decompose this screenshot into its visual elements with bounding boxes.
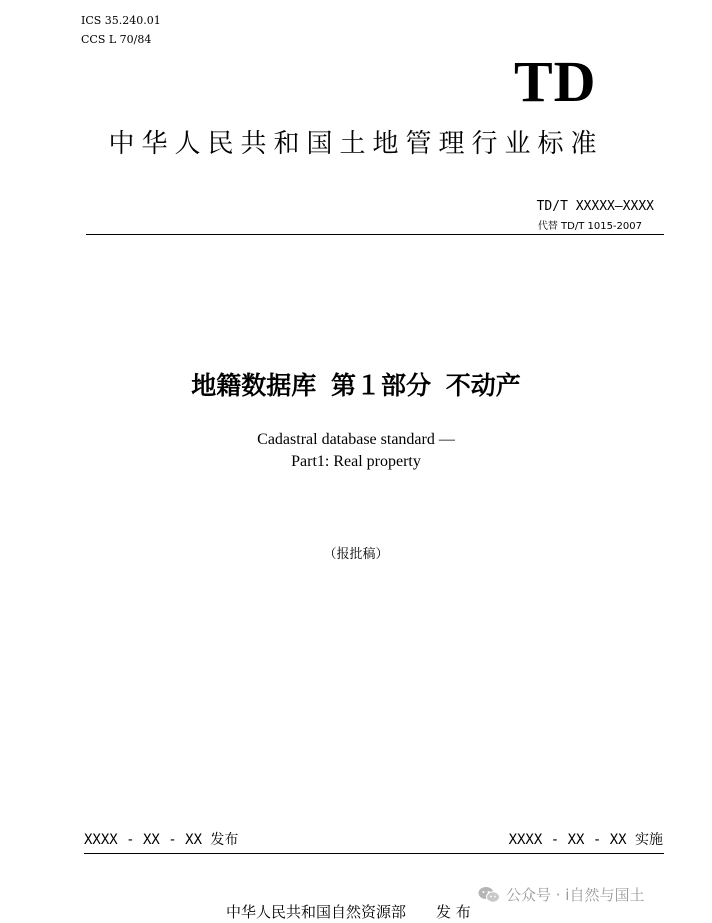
top-divider bbox=[86, 234, 664, 235]
watermark bbox=[478, 885, 644, 905]
standard-title: 中华人民共和国土地管理行业标准 bbox=[108, 129, 604, 159]
english-title-line2: Part1: Real property bbox=[291, 453, 421, 470]
publisher-action: 发 布 bbox=[436, 903, 471, 921]
td-logo: TD bbox=[514, 49, 597, 114]
bottom-divider bbox=[84, 853, 664, 854]
publisher-line bbox=[226, 902, 471, 922]
replaces-note: 代替 TD/T 1015-2007 bbox=[537, 221, 642, 232]
publish-date: XXXX - XX - XX 发布 bbox=[84, 832, 239, 848]
implement-date: XXXX - XX - XX 实施 bbox=[508, 832, 663, 848]
document-title: 地籍数据库 第１部分 不动产 bbox=[191, 371, 521, 400]
watermark-text: 公众号 · i自然与国土 bbox=[506, 886, 645, 904]
publisher-name: 中华人民共和国自然资源部 bbox=[226, 903, 407, 921]
wechat-icon bbox=[478, 886, 500, 904]
draft-status: （报批稿） bbox=[323, 547, 389, 562]
standard-number: TD/T XXXXX—XXXX bbox=[536, 199, 654, 214]
ics-code: ICS 35.240.01 bbox=[81, 14, 161, 27]
ccs-code: CCS L 70/84 bbox=[81, 33, 152, 46]
english-title-line1: Cadastral database standard — bbox=[257, 431, 455, 448]
